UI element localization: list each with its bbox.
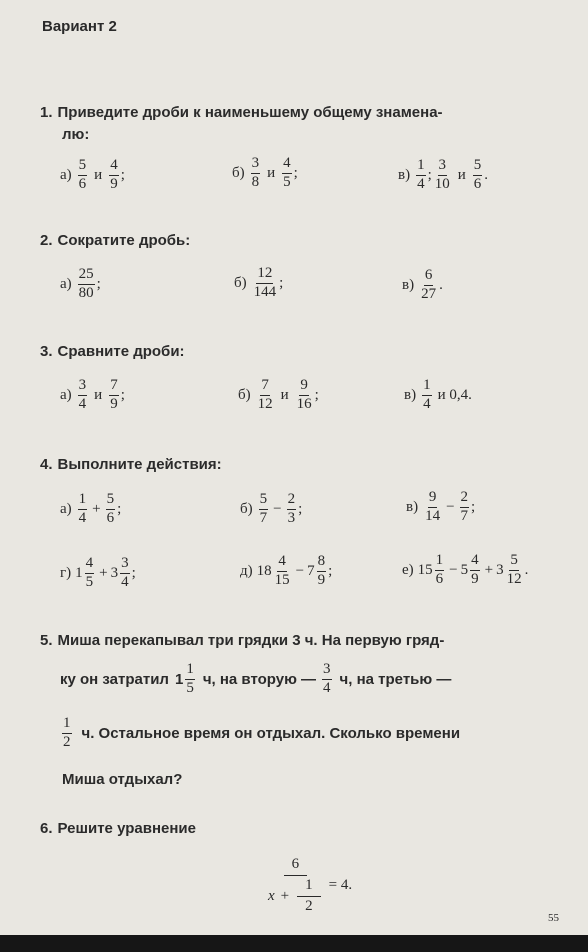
fraction: $\frac{5}{6}$	[473, 157, 482, 192]
task-4e: д) 18 $\frac{4}{15}$ − 7 $\frac{8}{9}$ ;	[240, 553, 333, 588]
task-5-line-2: ку он затратил 1 $\frac{1}{5}$ ч, на вторую — $\frac{3}{4}$ ч, на третью —	[60, 661, 452, 696]
fraction: $\frac{3}{8}$	[251, 155, 260, 190]
task-1c: в) $\frac{1}{4}$ ; $\frac{3}{10}$ и $\frac{5}{6}$ .	[398, 157, 489, 192]
task-4d: г) 1 $\frac{4}{5}$ + 3 $\frac{3}{4}$ ;	[60, 555, 136, 590]
fraction: $\frac{4}{9}$	[471, 552, 479, 587]
fraction: $\frac{3}{4}$	[121, 555, 129, 590]
fraction: $\frac{3}{4}$	[78, 377, 87, 412]
fraction: $\frac{6}{27}$	[421, 267, 437, 302]
fraction: $\frac{1}{4}$	[78, 491, 87, 526]
fraction: $\frac{12}{144}$	[253, 265, 277, 300]
bottom-edge	[0, 935, 588, 952]
fraction: $\frac{9}{16}$	[296, 377, 312, 412]
task-1-continuation: лю:	[62, 126, 90, 143]
task-4a: а) $\frac{1}{4}$ + $\frac{5}{6}$ ;	[60, 491, 122, 526]
fraction: $\frac{8}{9}$	[317, 553, 326, 588]
fraction: $\frac{1}{4}$	[417, 157, 425, 192]
variant-header: Вариант 2	[42, 18, 117, 35]
fraction: $\frac{1}{4}$	[423, 377, 431, 412]
task-4f: е) 15 $\frac{1}{6}$ − 5 $\frac{4}{9}$ + 3 $\frac{5}{12}$ .	[402, 552, 529, 587]
task-6-heading: 6. Решите уравнение	[40, 820, 196, 837]
fraction: $\frac{1}{5}$	[186, 661, 194, 696]
fraction: $\frac{5}{7}$	[259, 491, 268, 526]
equation: 6 x + $\frac{1}{2}$ = 4.	[268, 856, 353, 914]
task-2a: а) $\frac{25}{80}$ ;	[60, 266, 101, 301]
task-1-text: Приведите дроби к наименьшему общему знамена-	[57, 104, 443, 121]
equation-fraction: 6 x + $\frac{1}{2}$	[268, 856, 323, 915]
fraction: $\frac{5}{12}$	[506, 552, 522, 587]
task-1b: б) $\frac{3}{8}$ и $\frac{4}{5}$ ;	[232, 155, 298, 190]
task-2b: б) $\frac{12}{144}$ ;	[234, 265, 284, 300]
task-1a: а) $\frac{5}{6}$ и $\frac{4}{9}$ ;	[60, 157, 125, 192]
task-2-heading: 2. Сократите дробь:	[40, 232, 191, 249]
task-4b: б) $\frac{5}{7}$ − $\frac{2}{3}$ ;	[240, 491, 303, 526]
task-1-number: 1.	[40, 104, 53, 121]
fraction: $\frac{3}{4}$	[323, 661, 331, 696]
task-3b: б) $\frac{7}{12}$ и $\frac{9}{16}$ ;	[238, 377, 319, 412]
task-5-line-3: $\frac{1}{2}$ ч. Остальное время он отдыхал. Сколько времени	[63, 715, 461, 750]
fraction: $\frac{2}{7}$	[460, 489, 469, 524]
fraction: $\frac{4}{5}$	[283, 155, 291, 190]
fraction: $\frac{5}{6}$	[78, 157, 87, 192]
task-3a: а) $\frac{3}{4}$ и $\frac{7}{9}$ ;	[60, 377, 125, 412]
page-number: 55	[548, 912, 559, 924]
fraction: $\frac{5}{6}$	[106, 491, 115, 526]
fraction: $\frac{2}{3}$	[287, 491, 296, 526]
task-1-heading	[40, 104, 443, 121]
fraction: $\frac{25}{80}$	[78, 266, 94, 301]
fraction: $\frac{1}{6}$	[435, 552, 444, 587]
fraction: $\frac{1}{2}$	[63, 715, 71, 750]
fraction: $\frac{3}{10}$	[434, 157, 450, 192]
task-3c: в) $\frac{1}{4}$ и 0,4.	[404, 377, 472, 412]
fraction: $\frac{1}{2}$	[297, 878, 321, 915]
fraction: $\frac{9}{14}$	[425, 489, 441, 524]
task-4-heading: 4. Выполните действия:	[40, 456, 222, 473]
task-4c: в) $\frac{9}{14}$ − $\frac{2}{7}$ ;	[406, 489, 476, 524]
fraction: $\frac{4}{9}$	[110, 157, 118, 192]
fraction: $\frac{4}{5}$	[85, 555, 94, 590]
task-3-heading: 3. Сравните дроби:	[40, 343, 185, 360]
fraction: $\frac{7}{9}$	[110, 377, 118, 412]
task-2c: в) $\frac{6}{27}$ .	[402, 267, 443, 302]
task-5-line-4: Миша отдыхал?	[62, 771, 183, 788]
task-5-heading: 5. Миша перекапывал три грядки 3 ч. На первую гряд-	[40, 632, 445, 649]
fraction: $\frac{7}{12}$	[257, 377, 273, 412]
fraction: $\frac{4}{15}$	[274, 553, 290, 588]
